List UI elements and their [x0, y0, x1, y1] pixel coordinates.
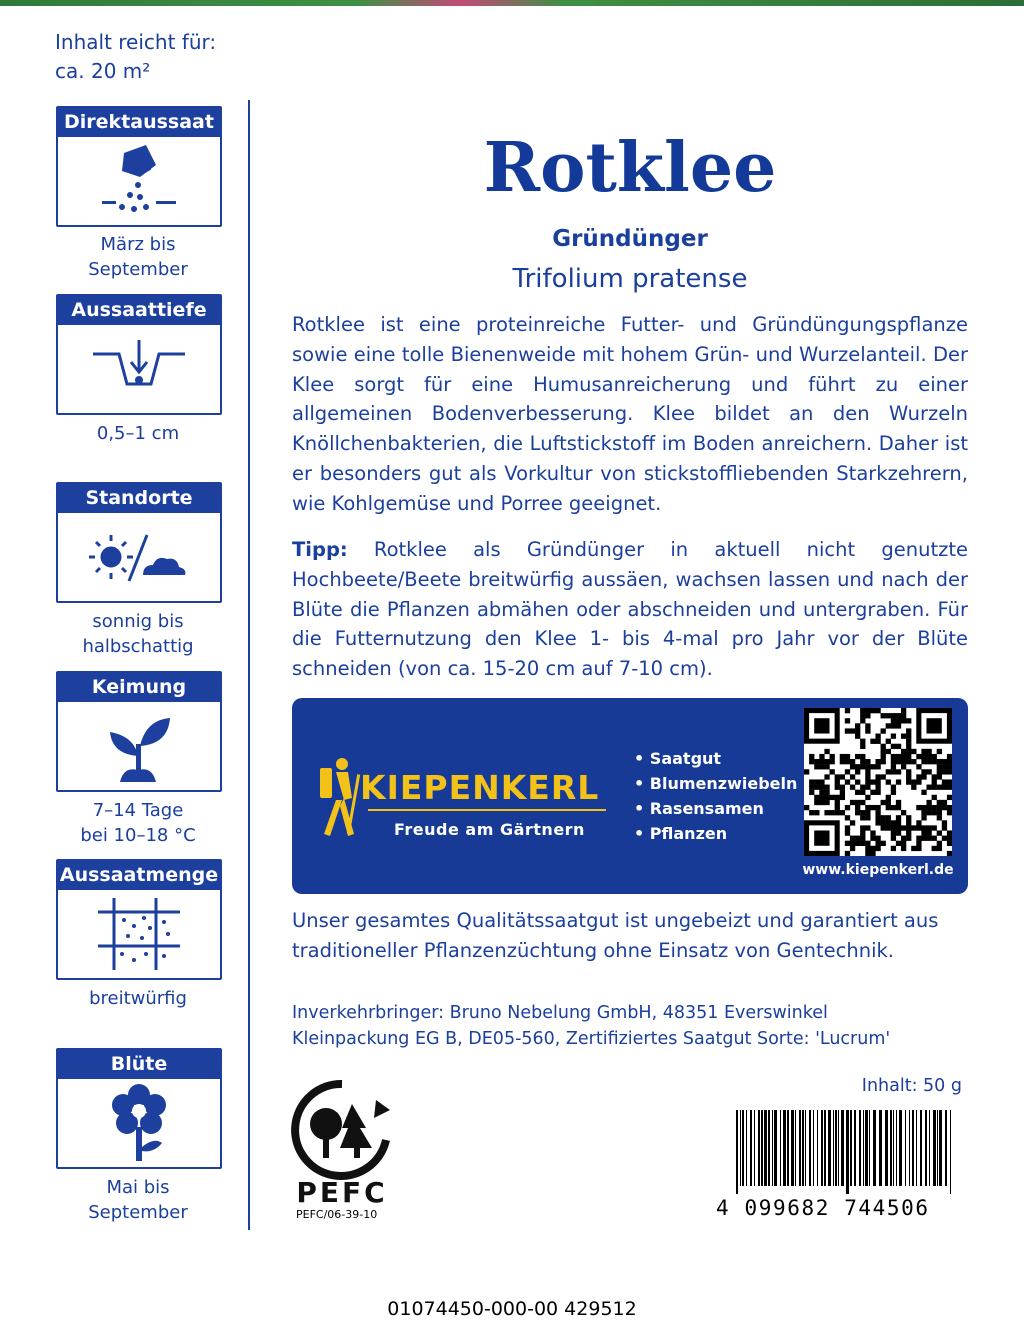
product-subtitle: Gründünger: [552, 226, 708, 252]
sowing-amount-caption-line1: breitwürfig: [89, 988, 187, 1009]
sowing-amount-box: [56, 859, 222, 980]
direct-sowing-title: Direktaussaat: [58, 108, 220, 137]
sowing-amount-title: Aussaatmenge: [58, 861, 220, 890]
brand-product-list: [634, 746, 797, 846]
tip-paragraph: [292, 535, 968, 684]
distributor-info: [292, 1000, 968, 1052]
coverage-value: ca. 20 m²: [55, 59, 151, 83]
brand-list-item: • Blumenzwiebeln: [634, 771, 797, 796]
sowing-depth-title: Aussaattiefe: [58, 296, 220, 325]
brand-list-item: • Saatgut: [634, 746, 797, 771]
depth-icon: [89, 334, 189, 404]
quality-statement: Unser gesamtes Qualitätssaatgut ist ungebeizt und garantiert aus traditioneller Pflanzenzüchtung ohne Einsatz von Gentechnik.: [292, 909, 939, 962]
flower-icon: [104, 1081, 174, 1165]
description-paragraph: Rotklee ist eine proteinreiche Futter- und Gründüngungspflanze sowie eine tolle Bienenweide mit hohem Grün- und Wurzelanteil. Der Klee sorgt für eine Humusanreicherung und führt zu einer allgemeinen Bodenverbesserung. Klee bildet an den Wurzeln Knöllchenbakterien, die Luftstickstoff im Boden anreichern. Daher ist er besonders gut als Vorkultur von stickstoffliebenden Starkzehrern, wie Kohlgemüse und Porree geeignet.: [292, 313, 968, 515]
germination-caption-line2: bei 10–18 °C: [80, 825, 196, 846]
direct-sowing-caption-line1: März bis: [100, 234, 176, 255]
germination-box: [56, 671, 222, 792]
location-caption-line1: sonnig bis: [92, 611, 184, 632]
location-caption-line2: halbschattig: [82, 636, 194, 657]
qr-code[interactable]: [804, 708, 952, 856]
tip-label: Tipp:: [292, 538, 348, 561]
seedling-icon: [94, 706, 184, 786]
location-box: [56, 482, 222, 603]
product-title: Rotklee: [483, 128, 777, 208]
barcode-number: 4 099682 744506: [716, 1196, 930, 1220]
brand-slogan: Freude am Gärtnern: [394, 820, 585, 839]
column-divider: [248, 100, 250, 1230]
location-title: Standorte: [58, 484, 220, 513]
sowing-amount-caption: [40, 986, 236, 1011]
sowing-bag-icon: [94, 141, 184, 221]
bloom-box: [56, 1048, 222, 1169]
germination-caption: [40, 798, 236, 848]
latin-name: Trifolium pratense: [512, 264, 748, 294]
brand-list-item: • Rasensamen: [634, 796, 797, 821]
brand-underline: [368, 809, 606, 811]
location-caption: [40, 609, 236, 659]
direct-sowing-caption-line2: September: [88, 259, 188, 280]
direct-sowing-caption: [40, 232, 236, 282]
barcode: [736, 1110, 958, 1194]
bloom-title: Blüte: [58, 1050, 220, 1079]
direct-sowing-box: [56, 106, 222, 227]
coverage-info: [55, 28, 216, 86]
distributor-line2: Kleinpackung EG B, DE05-560, Zertifiziertes Saatgut Sorte: 'Lucrum': [292, 1029, 891, 1049]
brand-name: KIEPENKERL: [360, 768, 600, 807]
pefc-logo: [290, 1078, 394, 1208]
sun-cloud-icon: [89, 527, 189, 587]
bloom-caption-line1: Mai bis: [106, 1177, 170, 1198]
sowing-depth-box: [56, 294, 222, 415]
net-content: Inhalt: 50 g: [861, 1076, 962, 1096]
pefc-code: PEFC/06-39-10: [296, 1208, 378, 1221]
germination-title: Keimung: [58, 673, 220, 702]
brand-banner: [292, 698, 968, 894]
article-number: 01074450-000-00 429512: [387, 1298, 637, 1320]
grid-seeds-icon: [94, 894, 184, 974]
coverage-label: Inhalt reicht für:: [55, 30, 217, 54]
tip-text: Rotklee als Gründünger in aktuell nicht genutzte Hochbeete/Beete breitwürfig aussäen, wachsen lassen und nach der Blüte die Pflanzen abmähen oder abschneiden und untergraben. Für die Futternutzung den Klee 1- bis 4-mal pro Jahr vor der Blüte schneiden (von ca. 15-20 cm auf 7-10 cm).: [292, 538, 968, 681]
distributor-line1: Inverkehrbringer: Bruno Nebelung GmbH, 48351 Everswinkel: [292, 1003, 828, 1023]
hiker-logo-icon: [314, 754, 362, 838]
germination-caption-line1: 7–14 Tage: [92, 800, 184, 821]
pefc-label: PEFC: [296, 1176, 388, 1208]
brand-url[interactable]: www.kiepenkerl.de: [802, 862, 954, 878]
sowing-depth-caption: [40, 421, 236, 446]
top-photo-strip: [0, 0, 1024, 6]
bloom-caption-line2: September: [88, 1202, 188, 1223]
bloom-caption: [40, 1175, 236, 1225]
brand-list-item: • Pflanzen: [634, 821, 797, 846]
sowing-depth-caption-line1: 0,5–1 cm: [96, 423, 180, 444]
